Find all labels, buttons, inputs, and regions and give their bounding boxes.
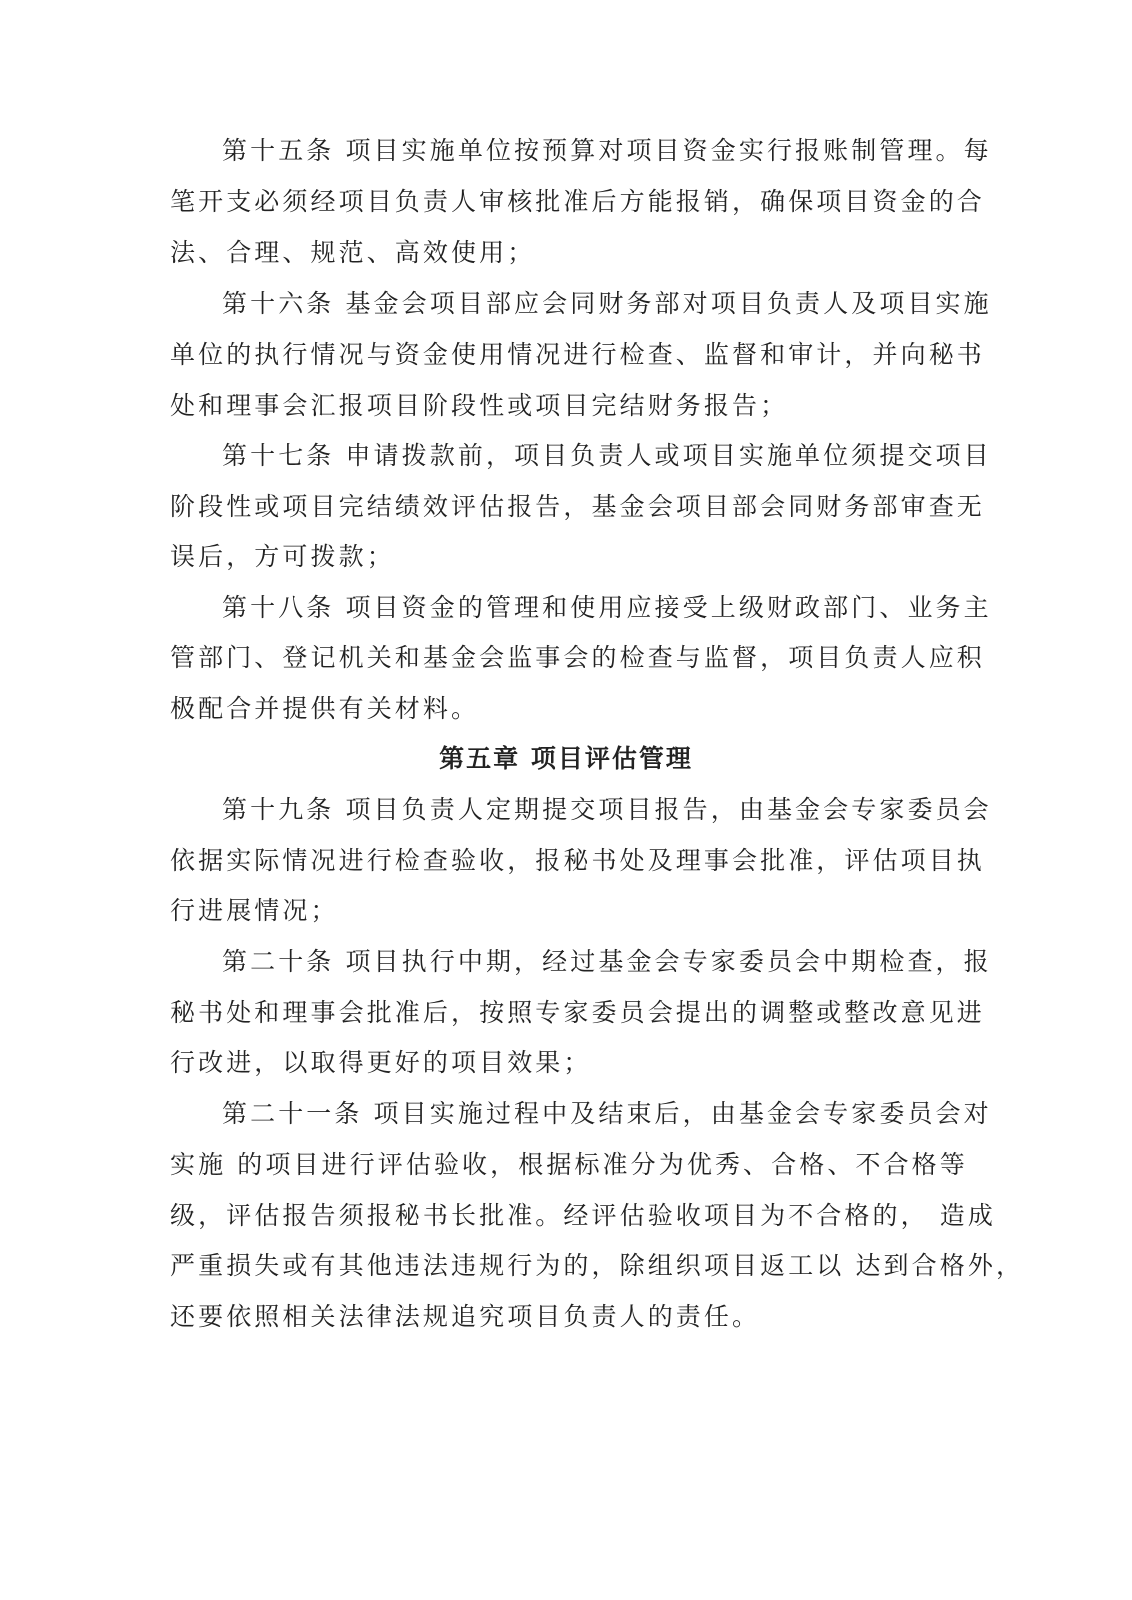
- article-15-line-3: 法、合理、规范、高效使用；: [170, 238, 536, 267]
- article-20-line-2: 秘书处和理事会批准后，按照专家委员会提出的调整或整改意见进: [170, 998, 985, 1027]
- article-16-line-2: 单位的执行情况与资金使用情况进行检查、监督和审计，并向秘书: [170, 340, 985, 369]
- article-19-line-1: 第十九条 项目负责人定期提交项目报告，由基金会专家委员会: [222, 795, 992, 824]
- article-18-line-1: 第十八条 项目资金的管理和使用应接受上级财政部门、业务主: [222, 593, 992, 622]
- article-16-line-1: 第十六条 基金会项目部应会同财务部对项目负责人及项目实施: [222, 289, 992, 318]
- article-21-line-1: 第二十一条 项目实施过程中及结束后，由基金会专家委员会对: [222, 1099, 992, 1128]
- chapter-heading: 第五章 项目评估管理: [439, 744, 693, 773]
- article-19-line-3: 行进展情况；: [170, 896, 339, 925]
- article-15-line-1: 第十五条 项目实施单位按预算对项目资金实行报账制管理。每: [222, 136, 992, 165]
- article-21-line-5: 还要依照相关法律法规追究项目负责人的责任。: [170, 1302, 761, 1331]
- article-19-line-2: 依据实际情况进行检查验收，报秘书处及理事会批准，评估项目执: [170, 846, 985, 875]
- article-17-line-2: 阶段性或项目完结绩效评估报告，基金会项目部会同财务部审查无: [170, 492, 985, 521]
- article-17-line-3: 误后，方可拨款；: [170, 542, 395, 571]
- article-20-line-3: 行改进，以取得更好的项目效果；: [170, 1048, 592, 1077]
- article-16-line-3: 处和理事会汇报项目阶段性或项目完结财务报告；: [170, 391, 789, 420]
- article-21-line-3: 级，评估报告须报秘书长批准。经评估验收项目为不合格的， 造成: [170, 1201, 996, 1230]
- article-18-line-3: 极配合并提供有关材料。: [170, 694, 480, 723]
- article-15-line-2: 笔开支必须经项目负责人审核批准后方能报销，确保项目资金的合: [170, 187, 985, 216]
- article-21-line-4: 严重损失或有其他违法违规行为的，除组织项目返工以 达到合格外，: [170, 1251, 1025, 1280]
- article-21-line-2: 实施 的项目进行评估验收，根据标准分为优秀、合格、不合格等: [170, 1150, 968, 1179]
- article-20-line-1: 第二十条 项目执行中期，经过基金会专家委员会中期检查，报: [222, 947, 992, 976]
- article-18-line-2: 管部门、登记机关和基金会监事会的检查与监督，项目负责人应积: [170, 643, 985, 672]
- article-17-line-1: 第十七条 申请拨款前，项目负责人或项目实施单位须提交项目: [222, 441, 992, 470]
